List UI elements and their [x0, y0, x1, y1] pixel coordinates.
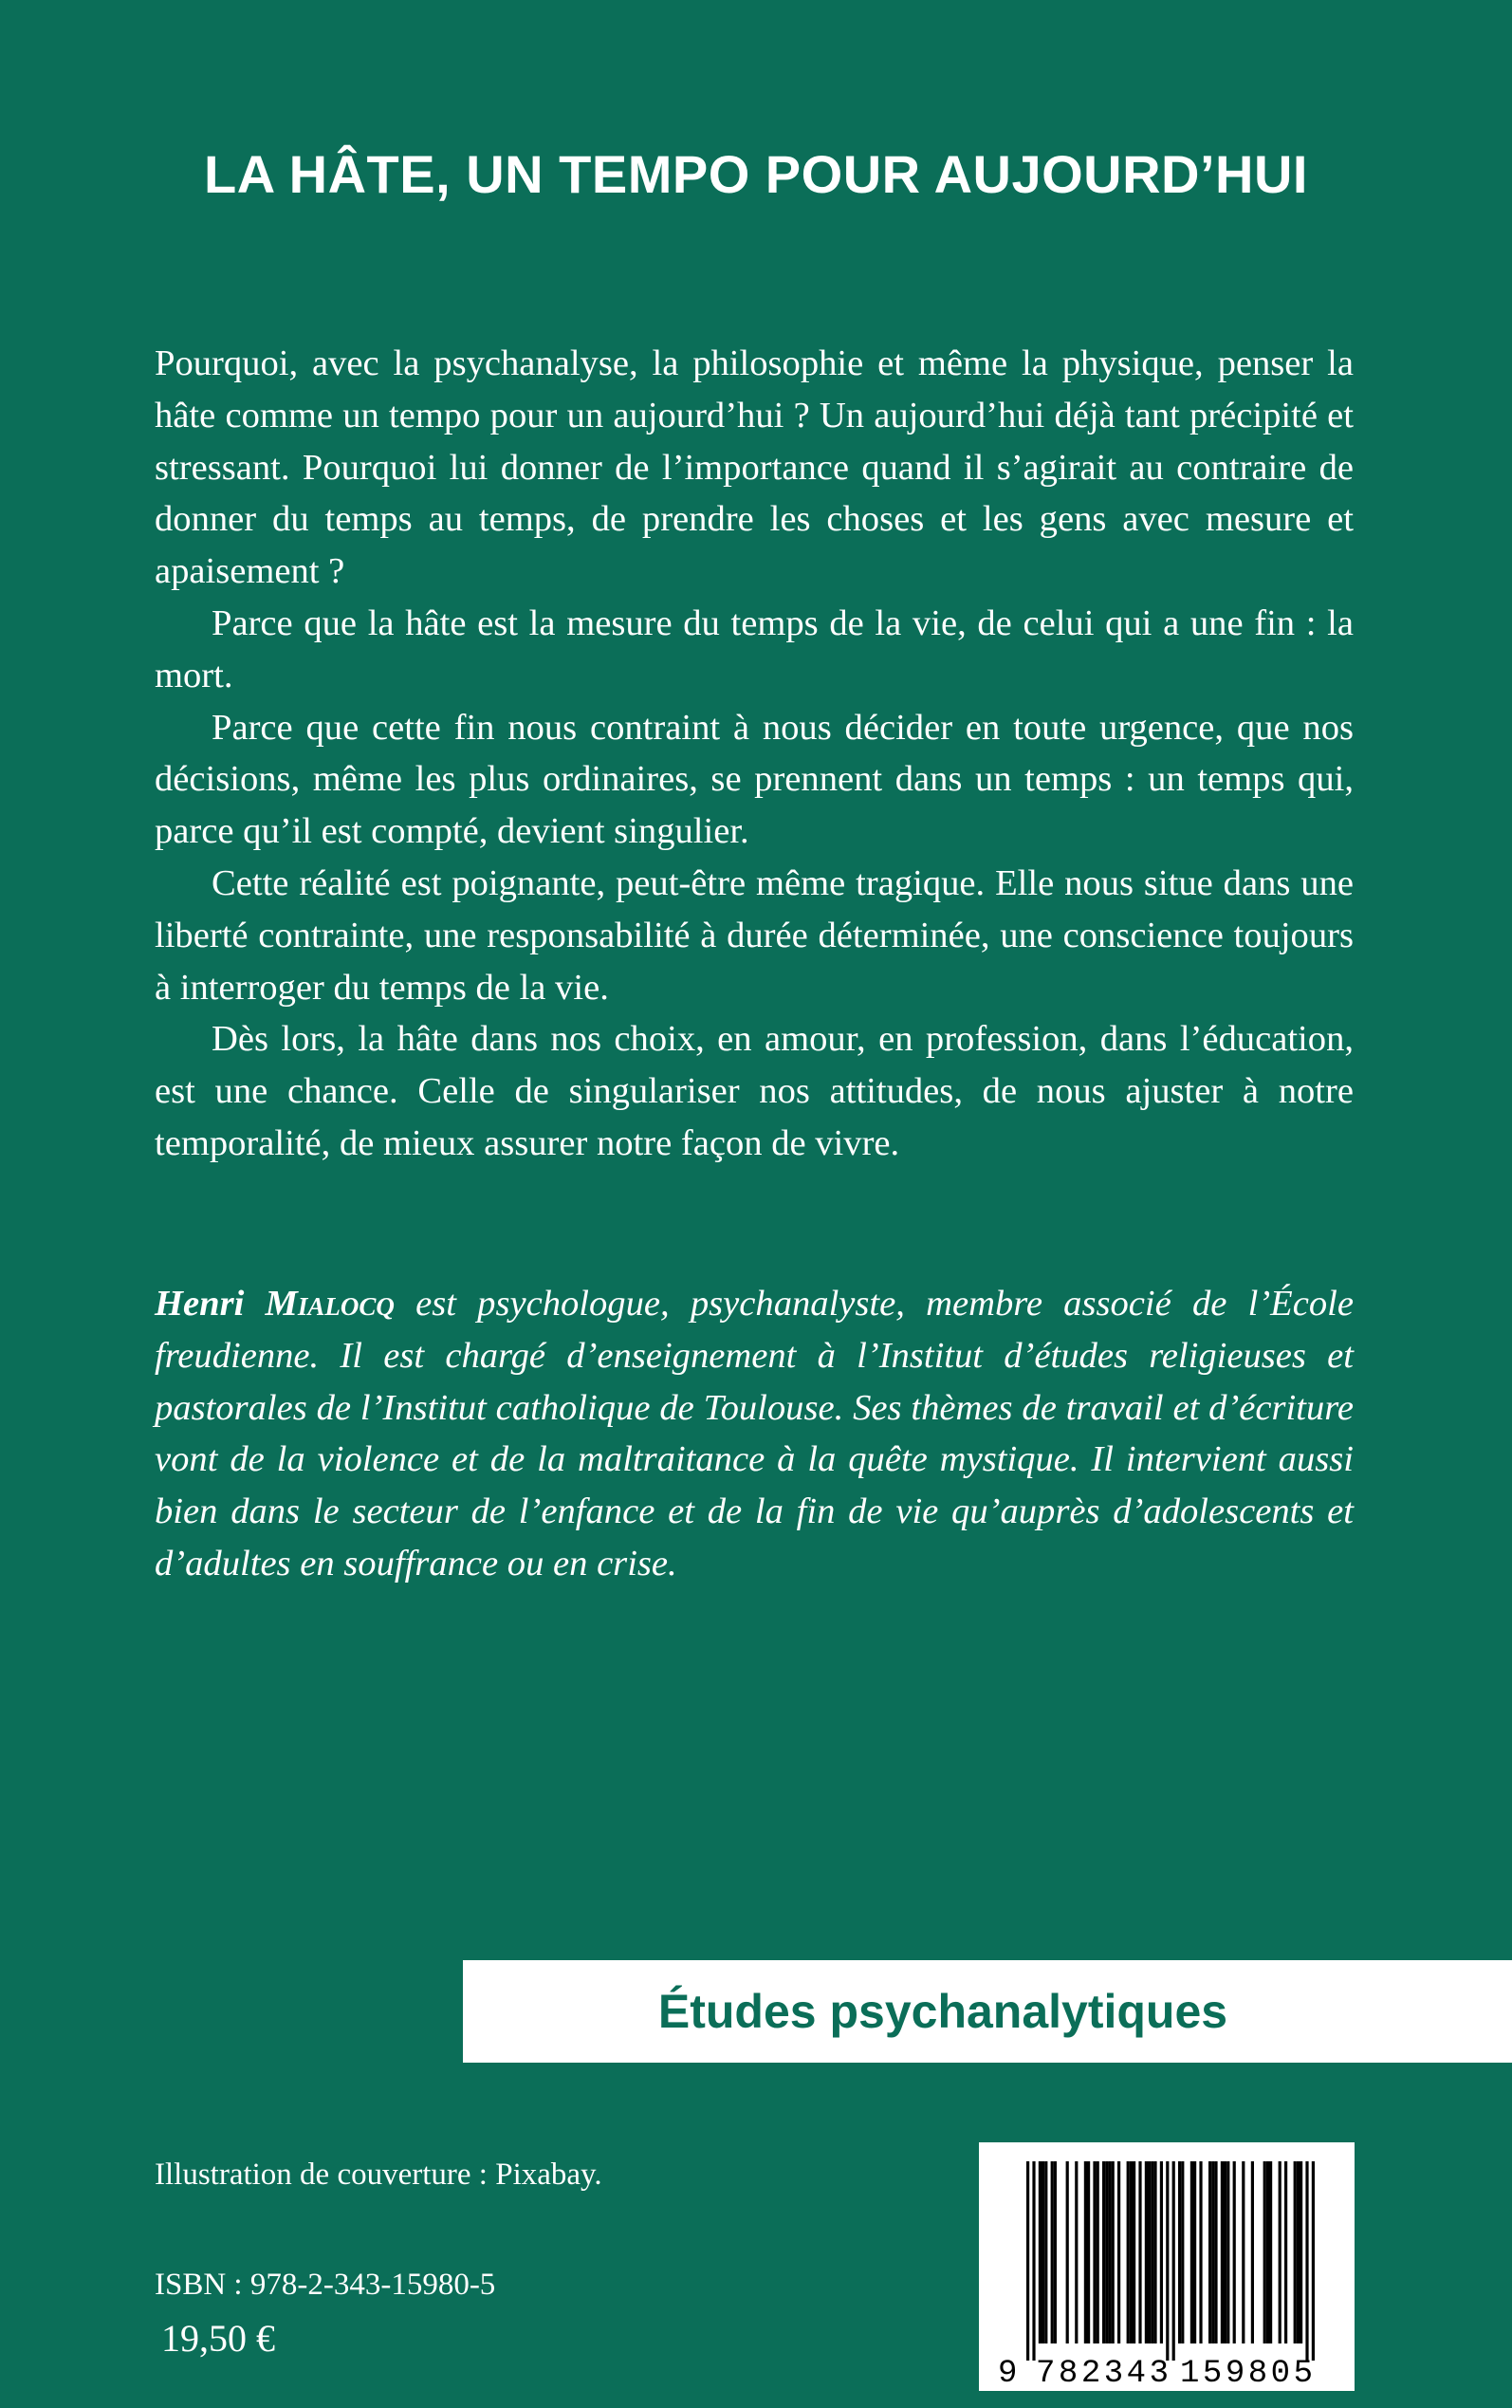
barcode-bar [1160, 2161, 1163, 2343]
barcode-bar [1133, 2161, 1135, 2343]
barcode-bar [1312, 2161, 1315, 2361]
cover-credit: Illustration de couverture : Pixabay. [155, 2158, 602, 2192]
barcode-bar [1221, 2161, 1224, 2343]
barcode-bar [1051, 2161, 1054, 2343]
blurb-paragraph: Pourquoi, avec la psychanalyse, la philosophie et même la physique, penser la hâte comme un tempo pour un aujourd’hui ? Un aujourd’hui déjà tant précipité et stressant. Pourquoi lui donner de l’importance quand il s’agirait au contraire de donner du temps au temps, de prendre les choses et les gens avec mesure et apaisement ? [155, 343, 1354, 592]
barcode-bar [1193, 2161, 1196, 2343]
collection-band [463, 1960, 1512, 2063]
barcode-digit-first: 9 [998, 2356, 1018, 2391]
barcode [979, 2142, 1355, 2391]
barcode-bar [1224, 2161, 1226, 2343]
barcode-bar [1087, 2161, 1090, 2343]
barcode-bar [1093, 2161, 1096, 2343]
barcode-bar [1032, 2161, 1035, 2361]
barcode-bar [1181, 2161, 1184, 2343]
blurb-paragraph: Dès lors, la hâte dans nos choix, en amour, en profession, dans l’éducation, est une chance. Celle de singulariser nos attitudes, de nous ajuster à notre temporalité, de mieux assurer notre façon de vivre. [155, 1019, 1354, 1163]
barcode-bar [1130, 2161, 1133, 2343]
barcode-bar [1153, 2161, 1156, 2343]
barcode-bar [1108, 2161, 1111, 2343]
barcode-bar [1151, 2161, 1153, 2343]
barcode-bar [1178, 2161, 1181, 2343]
isbn: ISBN : 978-2-343-15980-5 [155, 2268, 496, 2302]
price: 19,50 € [161, 2317, 275, 2360]
barcode-bar [1148, 2161, 1151, 2343]
barcode-bar [1211, 2161, 1214, 2343]
barcode-bar [1039, 2161, 1042, 2343]
barcode-bar [1199, 2161, 1202, 2343]
barcode-bar [1102, 2161, 1105, 2343]
barcode-bars [1026, 2161, 1315, 2361]
barcode-bar [1084, 2161, 1087, 2343]
barcode-bar [1066, 2161, 1069, 2343]
barcode-bar [1305, 2161, 1308, 2361]
barcode-bar [1054, 2161, 1057, 2343]
book-title: LA HÂTE, UN TEMPO POUR AUJOURD’HUI [204, 144, 1308, 204]
barcode-bar [1269, 2161, 1272, 2343]
author-bio [155, 1278, 1354, 1590]
barcode-bar [1044, 2161, 1047, 2343]
collection-name: Études psychanalytiques [657, 1985, 1228, 2038]
blurb-paragraph: Parce que cette fin nous contraint à nous décider en toute urgence, que nos décisions, même les plus ordinaires, se prennent dans un temps : un temps qui, parce qu’il est compté, devient singulier. [155, 707, 1354, 852]
blurb-paragraph: Parce que la hâte est la mesure du temps de la vie, de celui qui a une fin : la mort. [155, 602, 1354, 695]
barcode-bar [1127, 2161, 1130, 2343]
barcode-bar [1117, 2161, 1120, 2343]
barcode-digits-right: 159805 [1180, 2356, 1313, 2391]
barcode-bar [1297, 2161, 1300, 2343]
barcode-bar [1105, 2161, 1108, 2343]
barcode-bar [1284, 2161, 1287, 2343]
author-bio-text: est psychologue, psychanalyste, membre associé de l’École freudienne. Il est chargé d’enseignement à l’Institut d’études religieuses et pastorales de l’Institut catholique de Toulouse. Ses thèmes de travail et d’écriture vont de la violence et de la maltraitance à la quête mystique. Il intervient aussi bien dans le secteur de l’enfance et de la fin de vie qu’auprès d’adolescents et d’adultes en souffrance ou en crise. [155, 1284, 1354, 1584]
barcode-bar [1226, 2161, 1229, 2343]
barcode-bar [1242, 2161, 1245, 2343]
barcode-bar [1172, 2161, 1175, 2361]
barcode-bar [1138, 2161, 1141, 2343]
barcode-bar [1190, 2161, 1193, 2343]
barcode-bar [1263, 2161, 1266, 2343]
barcode-bar [1097, 2161, 1099, 2343]
barcode-bar [1294, 2161, 1297, 2343]
barcode-bar [1166, 2161, 1169, 2361]
barcode-bar [1075, 2161, 1078, 2343]
author-last-name: Mialocq [265, 1284, 395, 1324]
barcode-bar [1042, 2161, 1044, 2343]
barcode-bar [1208, 2161, 1211, 2343]
barcode-graphic [979, 2142, 1355, 2391]
barcode-bar [1214, 2161, 1217, 2343]
barcode-bar [1026, 2161, 1029, 2361]
blurb-paragraph: Cette réalité est poignante, peut-être même tragique. Elle nous situe dans une liberté contrainte, une responsabilité à durée déterminée, une conscience toujours à interroger du temps de la vie. [155, 862, 1354, 1008]
barcode-bar [1145, 2161, 1148, 2343]
barcode-bar [1233, 2161, 1236, 2343]
barcode-digits-left: 782343 [1036, 2356, 1169, 2391]
blurb [155, 338, 1354, 1170]
barcode-bar [1251, 2161, 1254, 2343]
barcode-bar [1112, 2161, 1115, 2343]
barcode-bar [1279, 2161, 1282, 2343]
barcode-bar [1266, 2161, 1269, 2343]
barcode-bar [1300, 2161, 1302, 2343]
author-first-name: Henri [155, 1284, 245, 1324]
